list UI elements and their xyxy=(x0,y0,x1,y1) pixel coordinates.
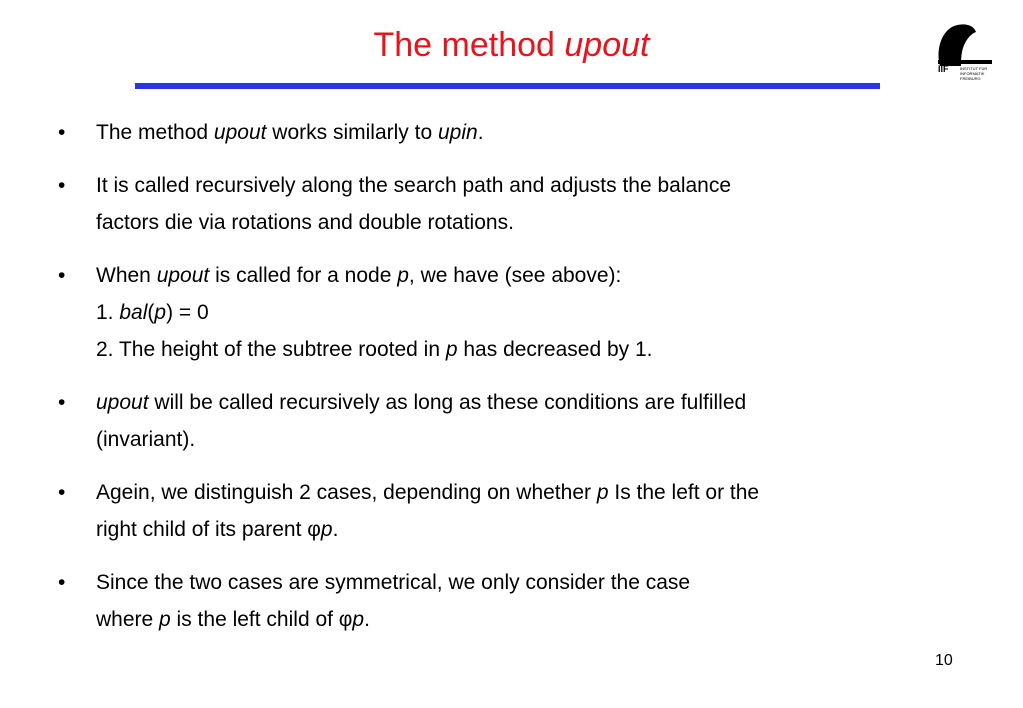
text: . xyxy=(332,518,339,541)
title-underline xyxy=(135,83,880,89)
text: upout xyxy=(96,391,149,414)
svg-text:INSTITUT FÜR: INSTITUT FÜR xyxy=(960,66,988,71)
bullet-item xyxy=(56,474,956,548)
text: When xyxy=(96,264,157,287)
svg-text:FREIBURG: FREIBURG xyxy=(960,76,981,81)
text: has decreased by 1. xyxy=(457,338,653,361)
text: upout xyxy=(156,264,210,287)
text: upin xyxy=(438,121,478,144)
text: p xyxy=(397,264,409,287)
text: p xyxy=(445,338,458,361)
bullet-dot: • xyxy=(58,264,66,287)
title-italic: upout xyxy=(564,26,650,64)
bullet-dot: • xyxy=(58,481,66,504)
bullet-dot: • xyxy=(58,571,66,594)
text: where xyxy=(96,608,160,631)
text: , we have (see above): xyxy=(408,264,622,287)
text: Since the two cases are symmetrical, we only consider the case xyxy=(96,571,691,594)
text: p xyxy=(596,481,609,504)
text: factors die via rotations and double rotations. xyxy=(96,211,514,234)
bullet-item xyxy=(56,257,956,368)
svg-text:INFORMATIK: INFORMATIK xyxy=(960,71,985,76)
text: The method xyxy=(96,121,214,144)
text: It is called recursively along the search path and adjusts the balance xyxy=(96,174,732,197)
bullet-item xyxy=(56,167,956,241)
bullet-list xyxy=(56,114,956,654)
text: 1. xyxy=(96,301,120,324)
slide-title xyxy=(0,26,1023,65)
text: will be called recursively as long as these conditions are fulfilled xyxy=(148,391,747,414)
text: 2. The height of the subtree rooted in xyxy=(96,338,446,361)
text: (invariant). xyxy=(96,428,196,451)
text: . xyxy=(364,608,370,631)
bullet-dot: • xyxy=(58,174,66,197)
bullet-item xyxy=(56,384,956,458)
text: is called for a node xyxy=(209,264,398,287)
text: p xyxy=(352,608,365,631)
text: bal xyxy=(119,301,148,324)
text: . xyxy=(477,121,484,144)
iif-logo xyxy=(934,22,994,88)
text: upout xyxy=(213,121,267,144)
text: works similarly to xyxy=(266,121,438,144)
bullet-item xyxy=(56,564,956,638)
text: p xyxy=(159,608,171,631)
bullet-item xyxy=(56,114,956,151)
text: ( xyxy=(147,301,155,324)
svg-text:IIF: IIF xyxy=(938,64,949,74)
text: ) = 0 xyxy=(166,301,209,324)
bullet-dot: • xyxy=(58,121,66,144)
sub-item xyxy=(96,294,956,331)
text: Is the left or the xyxy=(608,481,760,504)
text: p xyxy=(320,518,333,541)
text: is the left child of φ xyxy=(170,608,353,631)
logo-icon xyxy=(934,22,994,88)
bullet-dot: • xyxy=(58,391,66,414)
text: right child of its parent φ xyxy=(96,518,321,541)
page-number: 10 xyxy=(935,652,953,669)
title-text: The method xyxy=(373,26,565,64)
text: p xyxy=(154,301,167,324)
sub-item xyxy=(96,331,956,368)
text: Agein, we distinguish 2 cases, depending on whether xyxy=(96,481,597,504)
